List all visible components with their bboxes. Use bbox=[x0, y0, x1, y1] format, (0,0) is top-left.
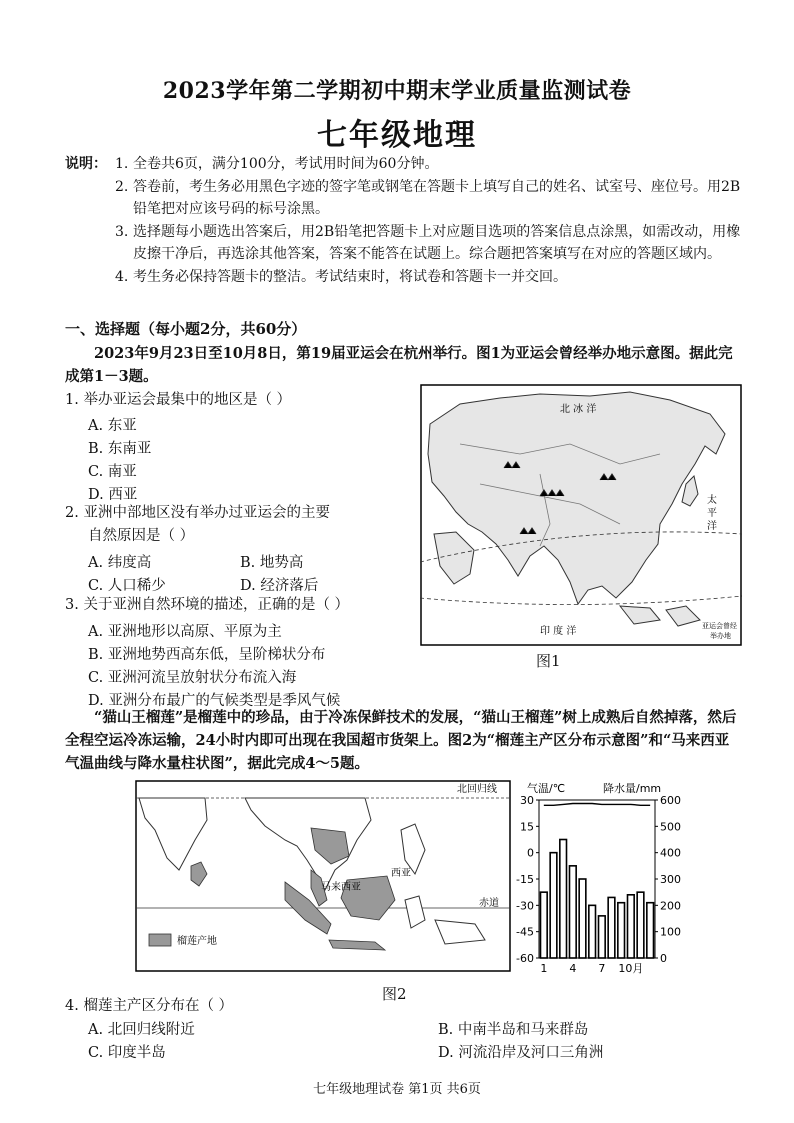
chart-precipitation-bar bbox=[637, 892, 644, 958]
question-3-option: A. 亚洲地形以高原、平原为主 bbox=[88, 624, 282, 640]
chart-precipitation-bar bbox=[550, 853, 557, 958]
chart-left-tick-label: 30 bbox=[520, 794, 534, 807]
chart-x-tick-label: 4 bbox=[569, 962, 577, 975]
question-2-option: D. 经济落后 bbox=[240, 578, 319, 594]
figure-1-caption: 图1 bbox=[536, 652, 561, 670]
chart-x-tick-label: 10月 bbox=[618, 962, 644, 975]
fig1-indian-label: 印 度 洋 bbox=[540, 626, 577, 637]
chart-precipitation-bar bbox=[541, 892, 548, 958]
instruction-text: 考生务必保持答题卡的整洁。考试结束时，将试卷和答题卡一并交回。 bbox=[133, 268, 567, 285]
chart-precipitation-bar bbox=[608, 897, 615, 958]
question-4-stem: 4. 榴莲主产区分布在（ ） bbox=[65, 998, 234, 1014]
question-1-option: D. 西亚 bbox=[88, 487, 138, 503]
instruction-text: 全卷共6页，满分100分，考试用时间为60分钟。 bbox=[133, 156, 439, 172]
chart-left-tick-label: 15 bbox=[520, 820, 534, 834]
question-3-option: B. 亚洲地势西高东低，呈阶梯状分布 bbox=[88, 647, 326, 663]
chart-left-axis-title: 气温/℃ bbox=[527, 782, 566, 795]
instruction-text: 选择题每小题选出答案后，用2B铅笔把答题卡上对应题目选项的答案信息点涂黑，如需改动，用橡皮擦干净后，再选涂其他答案，答案不能答在试题上。综合题把答案填写在对应的答题区域内。 bbox=[133, 223, 741, 262]
exam-subject: 七年级地理 bbox=[317, 118, 477, 153]
chart-right-axis-title: 降水量/mm bbox=[603, 782, 662, 795]
malaysia-climate-chart bbox=[505, 778, 695, 978]
chart-left-tick-label: -45 bbox=[516, 925, 534, 939]
chart-left-tick-label: 0 bbox=[527, 846, 534, 860]
fig1-pacific-label: 太 平 洋 bbox=[704, 494, 716, 531]
chart-precipitation-bar bbox=[570, 866, 577, 958]
figure-2-durian-map bbox=[135, 780, 511, 972]
section-title: 一、选择题（每小题2分，共60分） bbox=[65, 320, 307, 338]
question-4-option: A. 北回归线附近 bbox=[88, 1022, 195, 1038]
fig1-legend-line-1: 亚运会曾经 bbox=[702, 622, 737, 630]
fig2-tropic-label: 北回归线 bbox=[457, 784, 497, 795]
chart-x-tick-label: 7 bbox=[598, 962, 606, 975]
fig2-malaysia-label: 马来西亚 bbox=[321, 882, 361, 893]
question-1-option: B. 东南亚 bbox=[88, 441, 152, 457]
chart-right-tick-label: 500 bbox=[660, 820, 681, 834]
chart-precipitation-bar bbox=[618, 903, 625, 958]
chart-right-tick-label: 600 bbox=[660, 794, 681, 807]
question-4-option: B. 中南半岛和马来群岛 bbox=[438, 1022, 589, 1038]
intro-paragraph-2: “猫山王榴莲”是榴莲中的珍品，由于冷冻保鲜技术的发展，“猫山王榴莲”树上成熟后自然掉落，然后全程空运冷冻运输，24小时内即可出现在我国超市货架上。图2为“榴莲主产区分布示意图”和“马来西亚气温曲线与降水量柱状图”，据此完成4～5题。 bbox=[65, 709, 737, 772]
chart-precipitation-bar bbox=[599, 916, 606, 958]
fig2-legend-label: 榴莲产地 bbox=[177, 936, 217, 947]
chart-left-tick-label: -30 bbox=[516, 899, 534, 913]
chart-precipitation-bar bbox=[628, 895, 635, 958]
question-3-option: D. 亚洲分布最广的气候类型是季风气候 bbox=[88, 693, 341, 709]
chart-left-tick-label: -60 bbox=[516, 952, 534, 965]
fig1-legend-line-2: 举办地 bbox=[710, 632, 731, 640]
chart-precipitation-bar bbox=[560, 840, 567, 959]
chart-precipitation-bar bbox=[647, 903, 654, 958]
chart-x-tick-label: 1 bbox=[540, 962, 548, 975]
intro-paragraph-1: 2023年9月23日至10月8日，第19届亚运会在杭州举行。图1为亚运会曾经举办地示意图。据此完成第1－3题。 bbox=[65, 345, 733, 385]
figure-2-caption: 图2 bbox=[382, 985, 407, 1003]
fig2-equator-label: 赤道 bbox=[479, 898, 499, 909]
instruction-num: 1. bbox=[115, 156, 129, 172]
question-2-stem: 2. 亚洲中部地区没有举办过亚运会的主要 bbox=[65, 505, 330, 521]
chart-right-tick-label: 100 bbox=[660, 925, 681, 939]
chart-precipitation-bar bbox=[579, 879, 586, 958]
question-1-option: A. 东亚 bbox=[88, 418, 137, 434]
instructions bbox=[65, 153, 745, 288]
question-4-option: C. 印度半岛 bbox=[88, 1045, 166, 1061]
chart-right-tick-label: 200 bbox=[660, 899, 681, 913]
instructions-label: 说明： bbox=[65, 156, 107, 172]
fig2-legend-swatch bbox=[149, 934, 171, 946]
instruction-num: 4. bbox=[115, 268, 129, 285]
fig1-arctic-label: 北 冰 洋 bbox=[560, 404, 597, 415]
chart-left-tick-label: -15 bbox=[516, 873, 534, 886]
instruction-num: 2. bbox=[115, 178, 129, 195]
instruction-num: 3. bbox=[115, 223, 129, 240]
question-2-option: A. 纬度高 bbox=[88, 555, 152, 571]
question-1-option: C. 南亚 bbox=[88, 464, 137, 480]
question-3-option: C. 亚洲河流呈放射状分布流入海 bbox=[88, 670, 297, 686]
chart-precipitation-bar bbox=[589, 905, 596, 958]
chart-right-tick-label: 300 bbox=[660, 873, 681, 886]
chart-right-tick-label: 400 bbox=[660, 846, 681, 860]
question-2-option: C. 人口稀少 bbox=[88, 578, 166, 594]
question-2-option: B. 地势高 bbox=[240, 555, 304, 571]
instruction-text: 答卷前，考生务必用黑色字迹的签字笔或钢笔在答题卡上填写自己的姓名、试室号、座位号。用2B铅笔把对应该号码的标号涂黑。 bbox=[133, 178, 741, 217]
chart-right-tick-label: 0 bbox=[660, 952, 667, 965]
question-2-stem-cont: 自然原因是（ ） bbox=[88, 528, 195, 544]
page-footer: 七年级地理试卷 第1页 共6页 bbox=[313, 1082, 481, 1097]
question-1-stem: 1. 举办亚运会最集中的地区是（ ） bbox=[65, 392, 292, 408]
exam-title: 2023学年第二学期初中期末学业质量监测试卷 bbox=[162, 78, 632, 104]
figure-1-asia-map bbox=[420, 384, 742, 646]
question-4-option: D. 河流沿岸及河口三角洲 bbox=[438, 1045, 604, 1061]
question-3-stem: 3. 关于亚洲自然环境的描述，正确的是（ ） bbox=[65, 597, 350, 613]
fig2-malaysia-label-2: 西亚 bbox=[391, 868, 411, 879]
